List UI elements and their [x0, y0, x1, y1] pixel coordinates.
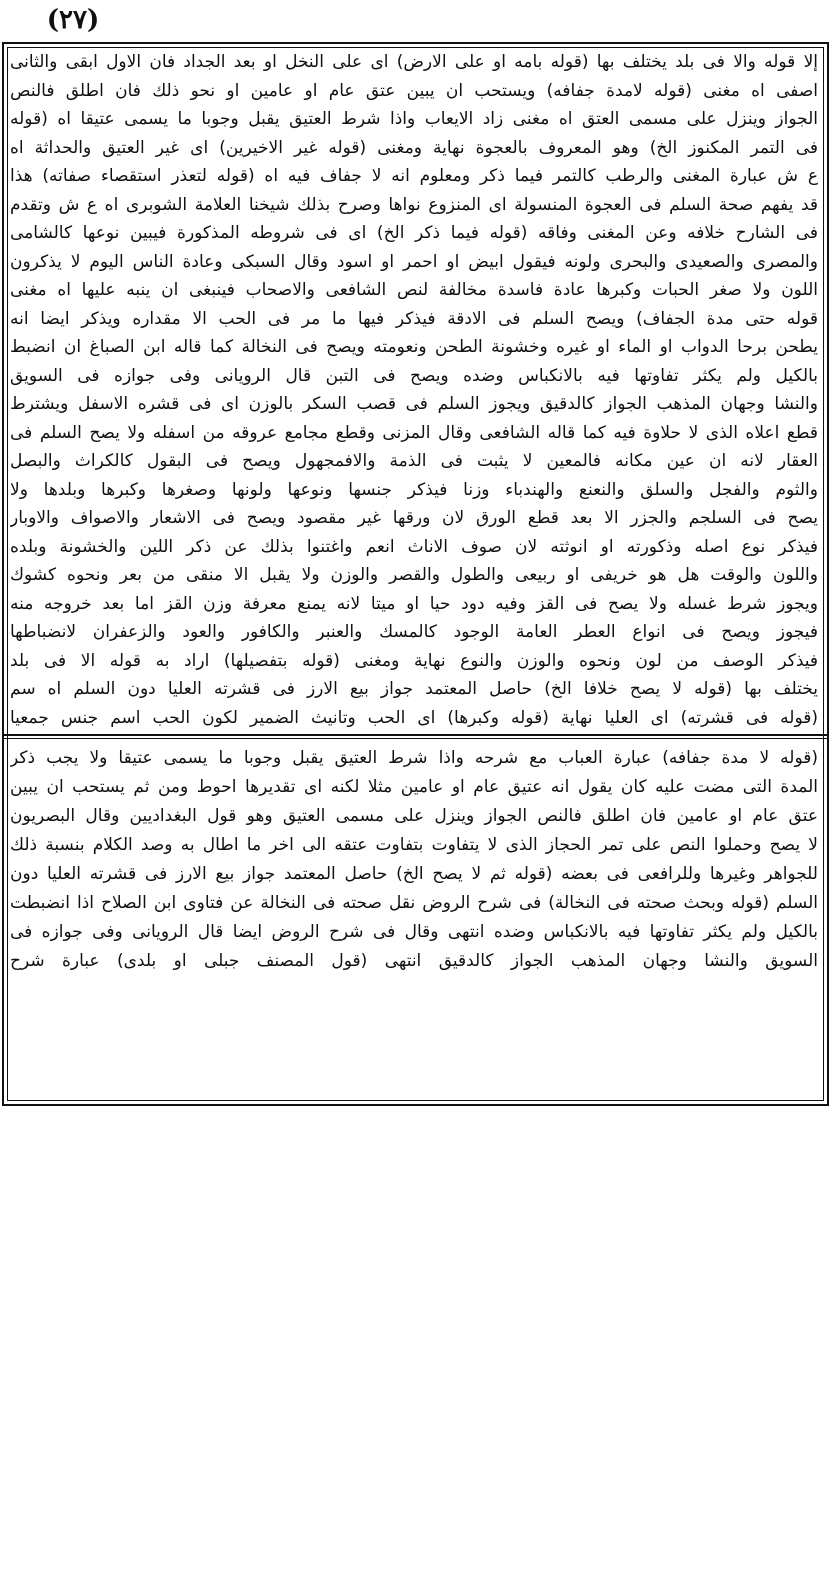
main-text-line: فى الشارح خلافه وعن المغنى وفاقه (قوله فيما ذكر الخ) اى فى شروطه المذكورة فيبين نوعها كالشامى [10, 223, 818, 243]
main-text-line: والمصرى والصعيدى والبحرى ولونه فيقول ابيض او احمر او اسود وقال السبكى وعادة الناس اليوم لا يذكرون [10, 251, 818, 272]
footnote-block [10, 744, 818, 1094]
main-text-line: والثوم والفجل والسلق والنعنع والهندباء وزنا فيذكر جنسها ونوعها ولونها وصغرها وكبرها وبلدها ولا [10, 479, 818, 500]
main-text-line: والنشا وجهان المذهب الجواز كالدقيق ويجوز السلم فى قصب السكر بالوزن اى فى قشره الاسفل ويشترط [10, 394, 818, 414]
footnote-line: المدة التى مضت عليه كان يقول انه عتيق عام او عامين مثلا لكنه اى تقديرها احوط ومن ثم يستحب ان يبين [10, 777, 818, 797]
main-text-line: قد يفهم صحة السلم فى العجوة المنسولة اى المنزوع نواها وصرح بذلك شيخنا العلامة الشوبرى اه ع ش وتقدم [10, 194, 818, 215]
page-frame [2, 42, 829, 1106]
footnote-line: السلم (قوله وبحث صحته فى النخالة) فى شرح الروض نقل صحته فى النخالة عن فتاوى ابن الصلاح اذا انضبطت [10, 893, 818, 913]
main-text-line: يطحن برحا الدواب او الماء او غيره وخشونة الطحن ونعومته ويصح فى النخالة كما قاله ابن الصباغ ان انضبط [10, 337, 818, 357]
footnote-line: (قوله لا مدة جفافه) عبارة العباب مع شرحه واذا شرط العتيق يقبل وجوبا ما يسمى عتيقا ولا يجب ذكر [10, 748, 818, 768]
main-text-line: قطع اعلاه الذى لا حلاوة فيه كما قاله الشافعى وقال المزنى وقطع مجامع عروقه من اسفله ولا يصح السلم فى [10, 422, 818, 443]
main-text-line: إلا قوله والا فى بلد يختلف بها (قوله بامه او على الارض) اى على النخل او بعد الجداد فان الاول ابقى والثانى [10, 52, 818, 72]
main-text-line: الجواز وينزل على مسمى العتق اه مغنى زاد الايعاب واذا شرط العتيق يقبل وجوبا ما يسمى عتيقا اه (قوله [10, 109, 818, 129]
main-text-line: بالكيل ولم يكثر تفاوتها فيه بالانكباس وضده ويصح فى التبن قال الرويانى وفى جوازه فى السويق [10, 365, 818, 386]
main-text-line: اصفى اه مغنى (قوله لامدة جفافه) ويستحب ان يبين عتق عام او عامين او نحو ذلك فان اطلق فالنص [10, 80, 818, 101]
footnote-line: لا يصح وحملوا النص على تمر الحجاز الذى لا يتفاوت بتفاوت عتقه الى اخر ما اطال به وصد الكلام بنسبة ذلك [10, 835, 818, 855]
main-text-line: (قوله فى قشرته) اى العليا نهاية (قوله وكبرها) اى الحب وتانيث الضمير لكون الحب اسم جنس جمعيا [10, 707, 818, 728]
main-text-block [10, 48, 818, 730]
footnote-line: السويق والنشا وجهان المذهب الجواز كالدقيق انتهى (قول المصنف جبلى او بلدى) عبارة شرح [10, 951, 818, 971]
main-text-line: ع ش عبارة المغنى والرطب كالتمر فيما ذكر ومعلوم انه لا جفاف فيه اه (قوله لتعذر استقصاء صفاته) هذا [10, 166, 818, 186]
main-text-line: فى التمر المكنوز الخ) وهو المعروف بالعجوة نهاية ومغنى (قوله غير الاخيرين) اى غير العتيق والحداثة اه [10, 137, 818, 158]
footnote-line: بالكيل ولم يكثر تفاوتها فيه بالانكباس وضده انتهى وقال فى شرح الروض ايضا قال الرويانى وفى جوازه فى [10, 922, 818, 942]
main-text-line: يصح فى السلجم والجزر الا بعد قطع الورق لان ورقها غير مقصود ويصح فى الاشعار والاصواف والاوبار [10, 508, 818, 528]
footnote-line: عتق عام او عامين فان اطلق فالنص الجواز وينزل على مسمى العتيق وهو قول البغداديين وقال البصريون [10, 806, 818, 826]
main-text-line: اللون ولا صغر الحبات وكبرها عادة فاسدة مخالفة لنص الشافعى والاصحاب فينبغى ان ينبه عليها اه مغنى [10, 280, 818, 300]
main-text-line: قوله حتى مدة الجفاف) ويصح السلم فى الادقة فيذكر فيها ما مر فى الحب الا مقداره ويذكر ايضا انه [10, 308, 818, 329]
main-text-line: فيذكر نوع اصله وذكورته او انوثته لان صوف الاناث انعم واغتنوا بذلك عن ذكر اللين والخشونة وبلده [10, 536, 818, 557]
main-text-line: فيذكر الوصف من لون ونحوه والوزن والنوع نهاية ومغنى (قوله بتفصيلها) اراد به قوله الا فى بلد [10, 650, 818, 671]
section-divider [4, 734, 827, 736]
footnote-line: للجواهر وغيرها وللرافعى فى بعضه (قوله ثم لا يصح الخ) حاصل المعتمد جواز بيع الارز فى قشرته العليا دون [10, 864, 818, 884]
main-text-line: ويجوز شرط غسله ولا يصح فى القز وفيه دود حيا او ميتا لانه يمنع معرفة وزن القز اما بعد خروجه منه [10, 593, 818, 614]
main-text-line: العقار لانه ان عين مكانه فالمعين لا يثبت فى الذمة والافمجهول ويصح فى البقول كالكراث والبصل [10, 451, 818, 471]
main-text-line: فيجوز ويصح فى انواع العطر العامة الوجود كالمسك والعنبر والكافور والعود والزعفران لانضباطها [10, 622, 818, 642]
section-divider-thin [4, 738, 827, 739]
main-text-line: يختلف بها (قوله لا يصح خلافا الخ) حاصل المعتمد جواز بيع الارز فى قشرته العليا دون السلم اه سم [10, 679, 818, 699]
main-text-line: واللون والوقت هل هو خريفى او ربيعى والطول والقصر والوزن ولا يقبل الا منقى من بعر ونحوه كشوك [10, 565, 818, 585]
page-number: (۲۷) [46, 5, 100, 35]
